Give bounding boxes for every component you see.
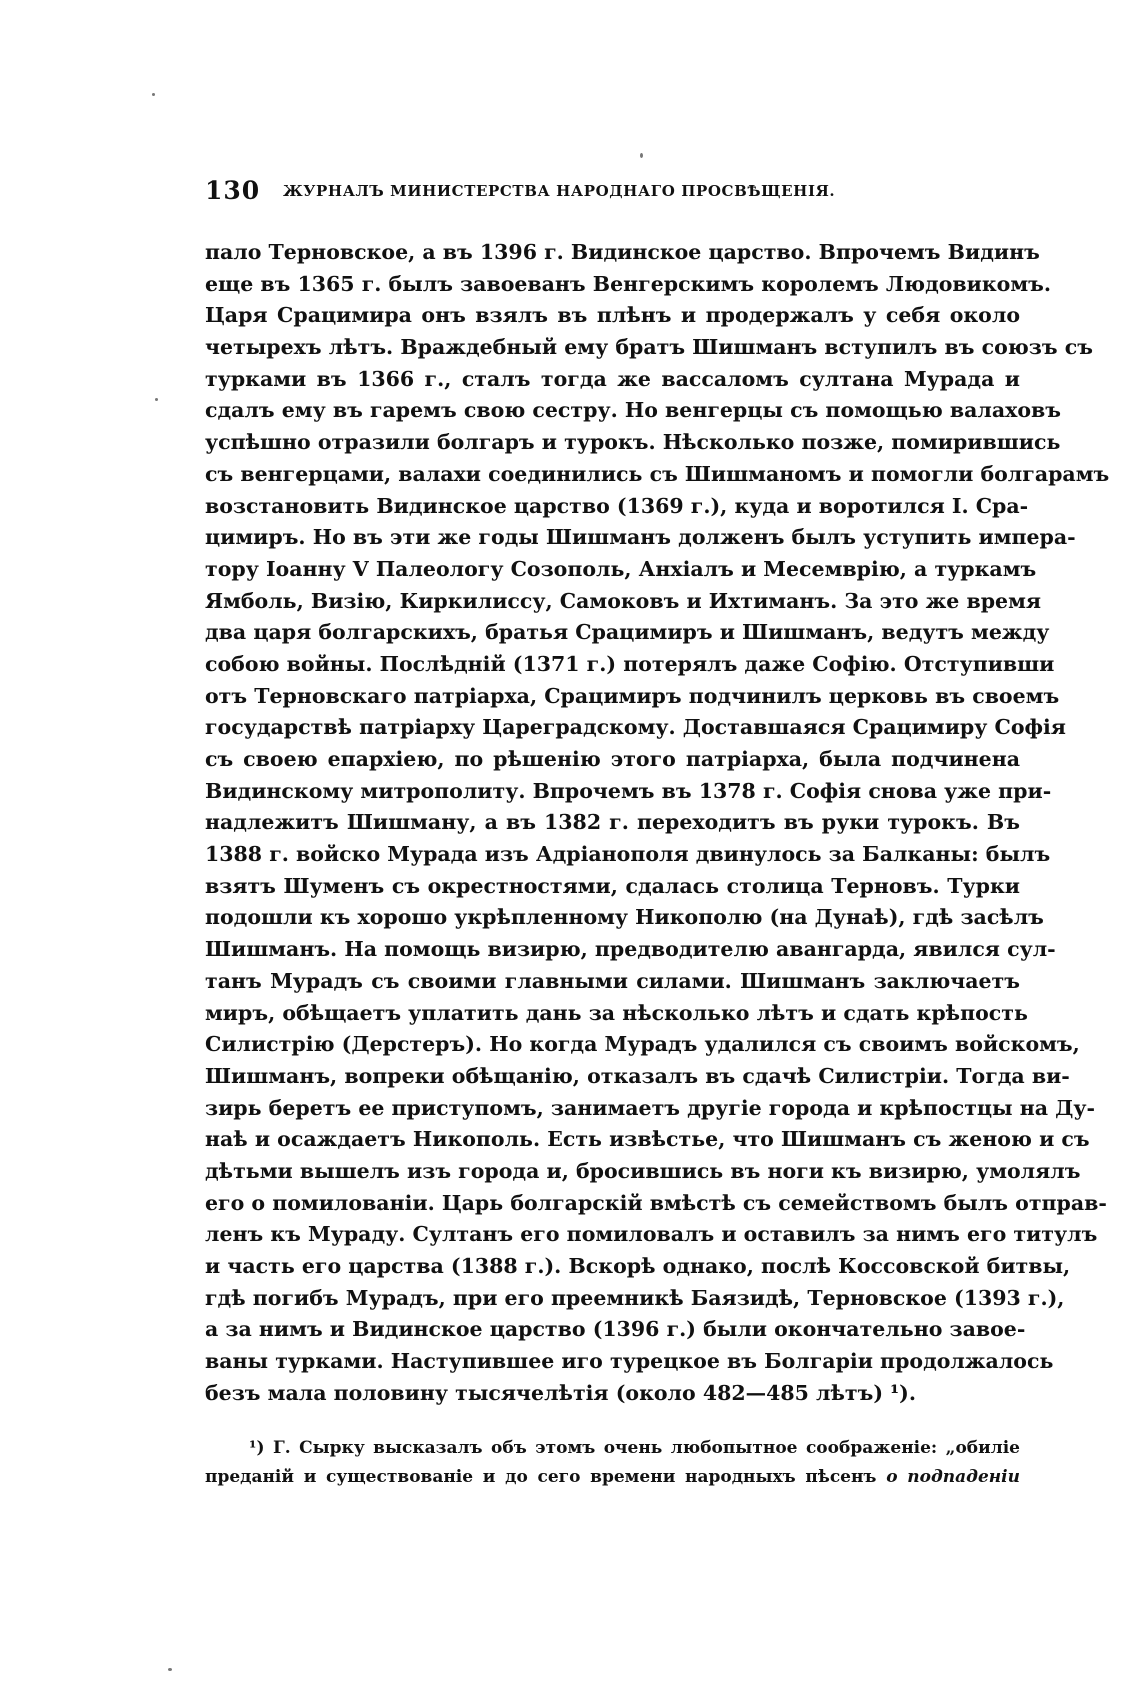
text-line: Силистрію (Дерстеръ). Но когда Мурадъ удалился съ своимъ войскомъ, xyxy=(205,1032,1080,1057)
text-line: зирь беретъ ее приступомъ, занимаетъ другіе города и крѣпостцы на Ду- xyxy=(205,1095,1096,1120)
text-line: два царя болгарскихъ, братья Срацимиръ и Шишманъ, ведутъ между xyxy=(205,620,1050,645)
text-line: цимиръ. Но въ эти же годы Шишманъ долженъ былъ уступить импера- xyxy=(205,525,1076,550)
text-line: отъ Терновскаго патріарха, Срацимиръ подчинилъ церковь въ своемъ xyxy=(205,683,1060,708)
text-line: дѣтьми вышелъ изъ города и, бросившись въ ноги къ визирю, умолялъ xyxy=(205,1158,1081,1183)
scan-speck xyxy=(152,93,155,96)
text-line-last: безъ мала половину тысячелѣтія (около 482—485 лѣтъ) ¹). xyxy=(205,1380,916,1405)
text-line: Царя Срацимира онъ взялъ въ плѣнъ и продержалъ у себя около xyxy=(205,303,1020,328)
main-text xyxy=(205,237,1110,1409)
text-line: миръ, обѣщаетъ уплатить дань за нѣсколько лѣтъ и сдать крѣпость xyxy=(205,1000,1028,1025)
text-line: турками въ 1366 г., сталъ тогда же вассаломъ султана Мурада и xyxy=(205,366,1020,391)
page-header xyxy=(205,176,905,210)
text-line: гдѣ погибъ Мурадъ, при его преемникѣ Баязидѣ, Терновское (1393 г.), xyxy=(205,1285,1065,1310)
text-line: Ямболь, Визію, Киркилиссу, Самоковъ и Ихтиманъ. За это же время xyxy=(205,588,1042,613)
text-line: надлежитъ Шишману, а въ 1382 г. переходитъ въ руки турокъ. Въ xyxy=(205,810,1020,835)
text-line: сдалъ ему въ гаремъ свою сестру. Но венгерцы съ помощью валаховъ xyxy=(205,398,1061,423)
text-line: съ своею епархіею, по рѣшенію этого патріарха, была подчинена xyxy=(205,747,1020,771)
text-line: пало Терновское, а въ 1396 г. Видинское царство. Впрочемъ Видинъ xyxy=(205,240,1040,264)
text-line: ваны турками. Наступившее иго турецкое въ Болгаріи продолжалось xyxy=(205,1349,1054,1374)
text-line: возстановить Видинское царство (1369 г.), куда и воротился I. Сра- xyxy=(205,493,1029,518)
text-line: танъ Мурадъ съ своими главными силами. Шишманъ заключаетъ xyxy=(205,968,1020,993)
running-title: ЖУРНАЛЪ МИНИСТЕРСТВА НАРОДНАГО ПРОСВѢЩЕНІЯ. xyxy=(283,182,836,200)
text-line: наѣ и осаждаетъ Никополь. Есть извѣстье, что Шишманъ съ женою и съ xyxy=(205,1127,1090,1152)
text-line: Шишманъ, вопреки обѣщанію, отказалъ въ сдачѣ Силистріи. Тогда ви- xyxy=(205,1063,1070,1088)
text-line: успѣшно отразили болгаръ и турокъ. Нѣсколько позже, помирившись xyxy=(205,430,1061,455)
text-line: четырехъ лѣтъ. Враждебный ему братъ Шишманъ вступилъ въ союзъ съ xyxy=(205,335,1093,360)
scan-speck xyxy=(640,153,643,158)
text-line: взятъ Шуменъ съ окрестностями, сдалась столица Терновъ. Турки xyxy=(205,873,1020,898)
text-line: Шишманъ. На помощь визирю, предводителю авангарда, явился сул- xyxy=(205,937,1056,962)
text-line: подошли къ хорошо укрѣпленному Никополю (на Дунаѣ), гдѣ засѣлъ xyxy=(205,905,1044,930)
footnote-line xyxy=(205,1463,1020,1492)
footnote-italic: о подпаденіи xyxy=(886,1467,1020,1487)
text-line: тору Іоанну V Палеологу Созополь, Анхіалъ и Месемврію, а туркамъ xyxy=(205,556,1037,581)
text-line: 1388 г. войско Мурада изъ Адріанополя двинулось за Балканы: былъ xyxy=(205,842,1051,867)
footnote-text: преданій и существованіе и до сего времени народныхъ пѣсенъ xyxy=(205,1467,887,1487)
text-line: его о помилованіи. Царь болгарскій вмѣстѣ съ семействомъ былъ отправ- xyxy=(205,1190,1107,1215)
text-line: Видинскому митрополиту. Впрочемъ въ 1378 г. Софія снова уже при- xyxy=(205,778,1052,803)
text-line: и часть его царства (1388 г.). Вскорѣ однако, послѣ Коссовской битвы, xyxy=(205,1254,1071,1278)
footnote-line: ¹) Г. Сырку высказалъ объ этомъ очень любопытное соображеніе: „обиліе xyxy=(249,1438,1020,1458)
text-line: съ венгерцами, валахи соединились съ Шишманомъ и помогли болгарамъ xyxy=(205,461,1110,486)
text-line: государствѣ патріарху Цареградскому. Доставшаяся Срацимиру Софія xyxy=(205,715,1066,740)
page-number: 130 xyxy=(205,176,261,205)
footnote xyxy=(205,1434,1020,1492)
scan-speck xyxy=(168,1668,172,1671)
text-line: ленъ къ Мураду. Султанъ его помиловалъ и оставилъ за нимъ его титулъ xyxy=(205,1222,1098,1247)
text-line: собою войны. Послѣдній (1371 г.) потерялъ даже Софію. Отступивши xyxy=(205,651,1055,676)
text-line: еще въ 1365 г. былъ завоеванъ Венгерскимъ королемъ Людовикомъ. xyxy=(205,271,1052,296)
text-line: а за нимъ и Видинское царство (1396 г.) были окончательно завое- xyxy=(205,1317,1026,1342)
scan-speck xyxy=(155,398,158,401)
